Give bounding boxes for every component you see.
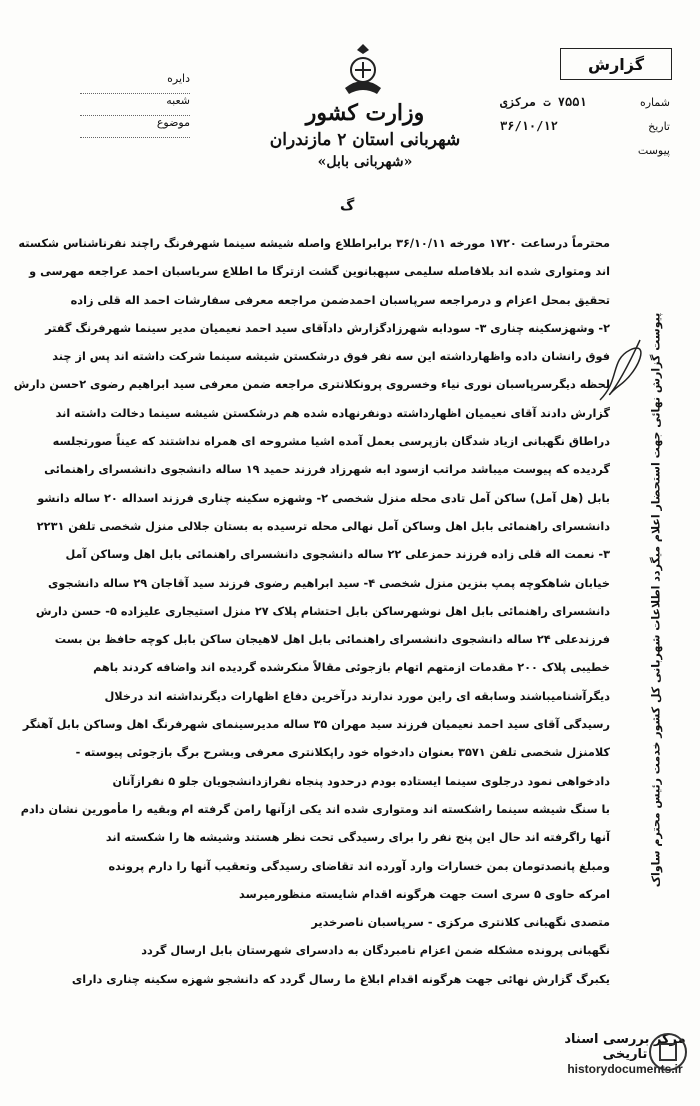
body-line: فوق رانشان داده واظهارداشته این سه نفر فوق درشکستن شیشه سینما شرکت داشته اند پس از چند <box>52 350 610 364</box>
meta-number-row <box>500 90 670 114</box>
body-line: خطیبی پلاک ۲۰۰ مقدمات ازمتهم اتهام بازجوئی مقالاً منکرشده گردیده اند واضافه کردند باهم <box>93 661 610 675</box>
field-mozu: موضوع <box>80 116 190 138</box>
document-meta <box>500 90 670 162</box>
body-line: ۲- وشهزسکینه چناری ۳- سودابه شهرزادگزارش دادآقای سید احمد نعیمیان مدیر سینما شهرفرنگ گفتر <box>45 321 610 335</box>
field-dayere: دایره <box>80 72 190 94</box>
field-shobe: شعبه <box>80 94 190 116</box>
meta-date-value: ۳۶/۱۰/۱۲ <box>500 119 558 133</box>
body-line: خیابان شاهکوچه پمپ بنزین منزل شخصی ۴- سید ابراهیم رضوی فرزند سید آقاجان ۲۹ ساله دانشجوی <box>48 576 610 590</box>
meta-number-value: ۷۵۵۱ ت مرکزی <box>500 95 587 109</box>
body-line: نگهبانی پرونده مشکله ضمن اعزام نامبردگان به دادسرای شهرستان بابل ارسال گردد <box>141 944 610 958</box>
header-left-fields <box>80 72 190 138</box>
body-line: متصدی نگهبانی کلانتری مرکزی - سرپاسبان ناصرخدیر <box>311 916 610 930</box>
archive-logo-icon <box>648 1030 688 1074</box>
body-line: دیگرآشنامیباشند وسابقه ای راین مورد ندارند درآخرین دفاع اظهارات دیگرنداشته اند درخلال <box>104 689 610 703</box>
body-line: با سنگ شیشه سینما راشکسته اند ومتواری شده اند یکی ازآنها رامن گرفته ام وبقیه را مأمورین نشان دادم <box>20 802 610 816</box>
report-body <box>13 230 610 994</box>
body-line: فرزندعلی ۲۴ ساله دانشجوی دانشسرای راهنمائی بابل اهل لاهیجان ساکن بابل کوچه حافظ بن بست <box>54 633 610 647</box>
body-line: دادخواهی نمود درجلوی سینما ایستاده بودم درحدود پنجاه نفرازدانشجویان جلو ۵ نفرازآنان <box>112 774 610 788</box>
report-label-box: گزارش <box>560 48 672 80</box>
meta-attachment-row <box>500 138 670 162</box>
body-line: دراطاق نگهبانی ازیاد شدگان بازپرسی بعمل آمده اشیا مشروحه ای همراه نداشتند که عیناً صورتجلسه <box>52 435 610 449</box>
ministry-header <box>250 100 480 170</box>
body-line: ومبلغ پانصدتومان بمن خسارات وارد آورده اند تقاضای رسیدگی وتعقیب آنها را دارم پرونده <box>108 859 610 873</box>
body-line: امرکه حاوی ۵ سری است جهت هرگونه اقدام شایسته منظورمیرسد <box>239 887 610 901</box>
body-line: لحظه دیگرسرپاسبان نوری نیاء وخسروی پرونکلانتری مراجعه ضمن معرفی سید ابراهیم رضوی ۲حسن دارش <box>13 378 610 392</box>
body-line: رسیدگی آقای سید احمد نعیمیان فرزند سید مهران ۳۵ ساله مدیرسینمای شهرفرنگ اهل وساکن بابل آهنگر <box>22 718 610 732</box>
body-line: آنها راگرفته اند حال این پنج نفر را برای رسیدگی تحت نظر هستند وشیشه ها را شکسته اند <box>105 831 610 845</box>
office-title: «شهربانی بابل» <box>317 154 413 170</box>
margin-note-text: پیوست گزارش نهائی جهت استحضار اعلام میگردد اطلاعات شهربانی کل کشور خدمت رئیس محترم ساواک <box>649 312 663 888</box>
lion-and-sun-emblem-icon <box>335 40 391 100</box>
body-line: بابل (هل آمل) ساکن آمل تادی محله منزل شخصی ۲- وشهزه سکینه چناری فرزند اسداله ۲۰ ساله دانشو <box>37 491 610 505</box>
body-line: کلامنزل شخصی تلفن ۳۵۷۱ بعنوان دادخواه خود راپکلانتری معرفی وبشرح برگ بازجوئی پیوسته - <box>75 746 610 760</box>
province-title: شهربانی استان ۲ مازندران <box>269 130 461 150</box>
body-line: تحقیق بمحل اعزام و درمراجعه سرپاسبان احمدضمن مراجعه معرفی سفارشات احمد اله قلی زاده <box>70 293 610 307</box>
archive-url: historydocuments.ir <box>567 1062 683 1076</box>
meta-attachment-label: پیوست <box>637 143 670 157</box>
body-header-mark: گ <box>340 198 355 214</box>
margin-note <box>636 210 676 990</box>
body-line: گزارش دادند آقای نعیمیان اظهارداشته دونفرنهاده شده هم درشکستن شیشه سینما دخالت داشته اند <box>55 406 610 420</box>
body-line: ۳- نعمت اله قلی زاده فرزند حمزعلی ۲۲ ساله دانشجوی دانشسرای راهنمائی بابل اهل وساکن آمل <box>65 548 610 562</box>
meta-date-label: تاریخ <box>648 119 670 133</box>
body-line: اند ومتواری شده اند بلافاصله سلیمی سپهبانوین گشت ازترگا ما اطلاع سرباسبان احمد عراجعه مهرسی و <box>29 265 610 279</box>
body-line: یکبرگ گزارش نهائی جهت هرگونه اقدام ابلاغ ما رسال گردد که دانشجو شهزه سکینه چناری دارای <box>71 972 610 986</box>
archive-title: مرکز بررسی اسناد تاریخی <box>564 1032 686 1062</box>
meta-date-row <box>500 114 670 138</box>
body-line: دانشسرای راهنمائی بابل اهل وساکن آمل نهالی محله ترسیده به بستان جلالی منزل شخصی تلفن ۲۲۳۱ <box>36 519 610 533</box>
ministry-title: وزارت کشور <box>305 100 425 126</box>
body-line: گردیده که پیوست میباشد مراتب ازسود ابه شهرزاد فرزند حمید ۱۹ ساله دانشجوی دانشسرای راهنمائی <box>44 463 610 477</box>
body-line: محترماً درساعت ۱۷۲۰ مورخه ۳۶/۱۰/۱۱ برابراطلاع واصله شیشه سینما شهرفرنگ راچند نفرناشناس شکسته <box>18 237 610 250</box>
body-line: دانشسرای راهنمائی بابل اهل نوشهرساکن بابل احتشام پلاک ۲۷ منزل استیجاری علیزاده ۵- حسن دارش <box>35 604 610 618</box>
meta-number-label: شماره <box>639 95 670 109</box>
